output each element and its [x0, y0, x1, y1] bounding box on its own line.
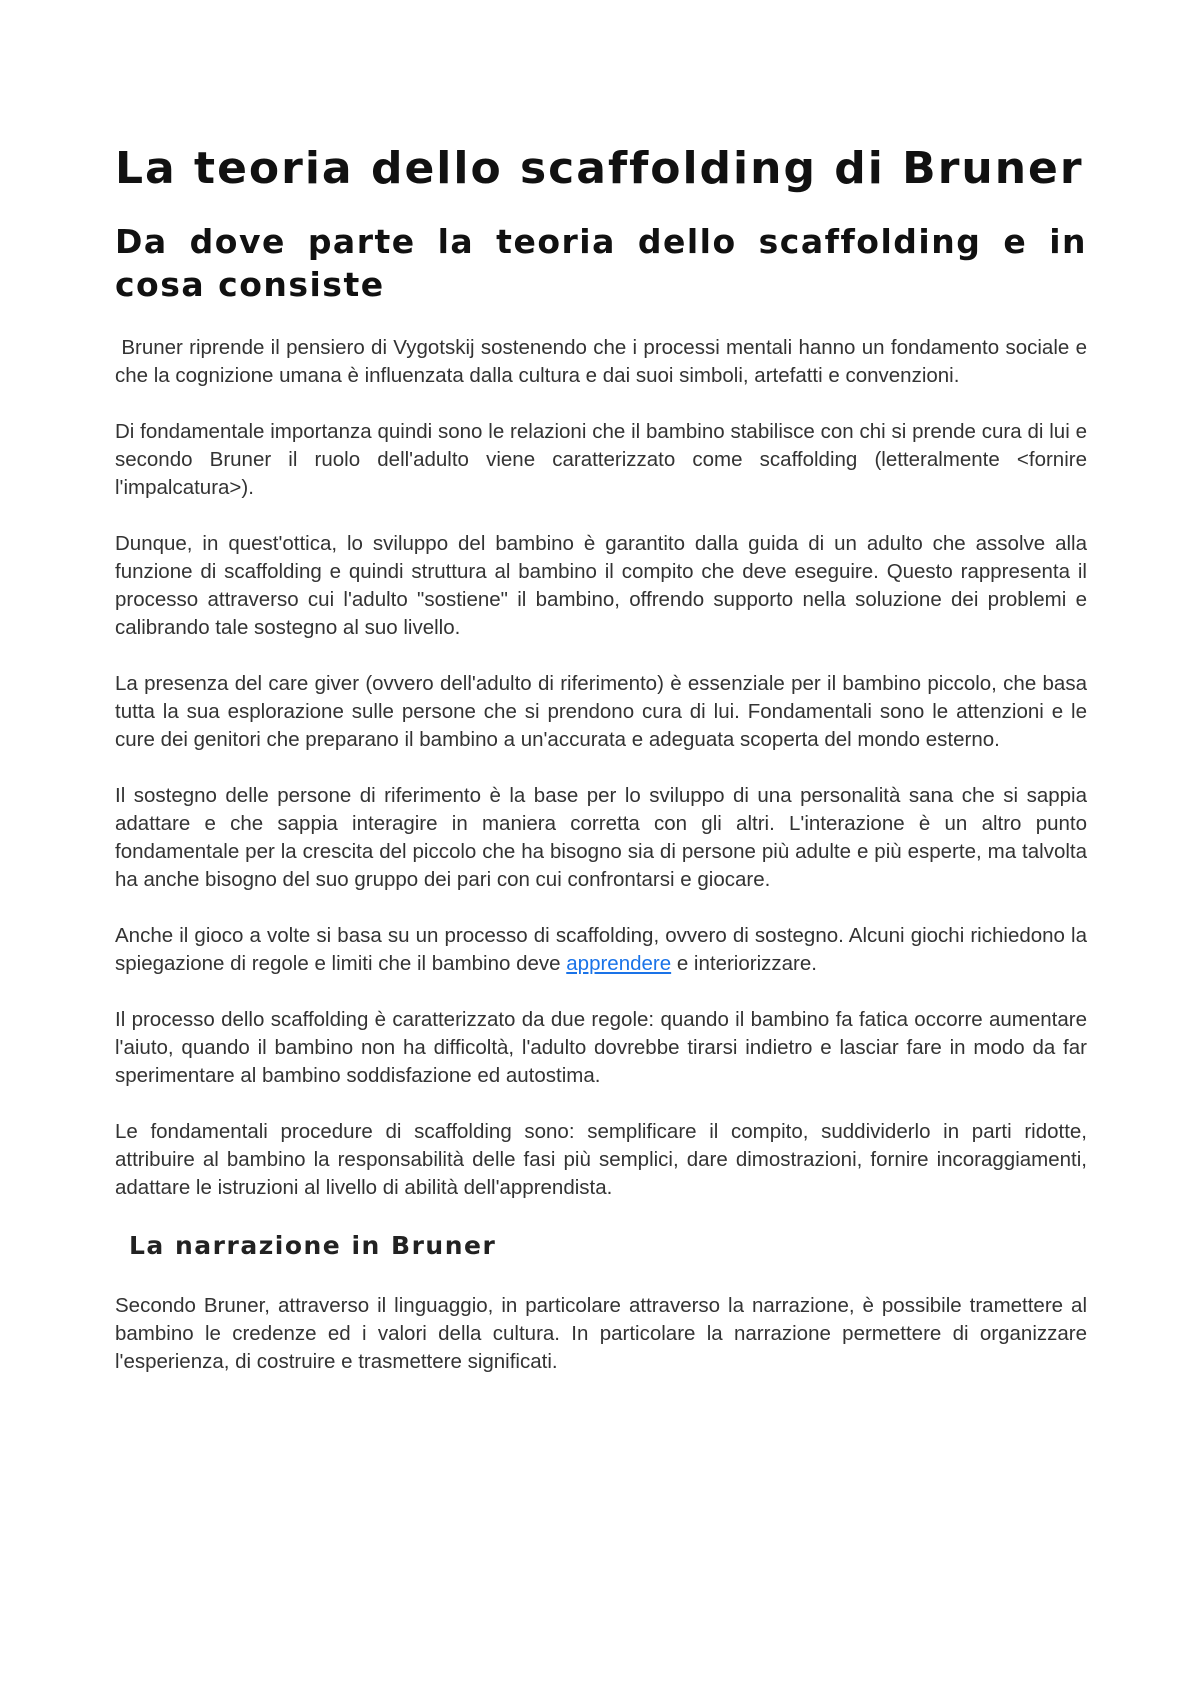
document-page — [115, 140, 1093, 1404]
paragraph-5: Il sostegno delle persone di riferimento è la base per lo sviluppo di una personalità sana che si sappia adattare e che sappia interagire in maniera corretta con gli altri. L'interazione è un altro punto fondamentale per la crescita del piccolo che ha bisogno sia di persone più adulte e più esperte, ma talvolta ha anche bisogno del suo gruppo dei pari con cui confrontarsi e giocare. — [115, 784, 1087, 891]
paragraph-6 — [115, 922, 1087, 978]
paragraph-3: Dunque, in quest'ottica, lo sviluppo del bambino è garantito dalla guida di un adulto che assolve alla funzione di scaffolding e quindi struttura al bambino il compito che deve eseguire. Questo rappresenta il processo attraverso cui l'adulto "sostiene" il bambino, offrendo supporto nella soluzione dei problemi e calibrando tale sostegno al suo livello. — [115, 532, 1087, 639]
paragraph-6-text-before: Anche il gioco a volte si basa su un processo di scaffolding, ovvero di sostegno. Alcuni giochi richiedono la spiegazione di regole e limiti che il bambino deve — [115, 924, 1087, 975]
document-title: La teoria dello scaffolding di Bruner — [115, 143, 1084, 194]
paragraph-7: Il processo dello scaffolding è caratterizzato da due regole: quando il bambino fa fatica occorre aumentare l'aiuto, quando il bambino non ha difficoltà, l'adulto dovrebbe tirarsi indietro e lasciar fare in modo da far sperimentare al bambino soddisfazione ed autostima. — [115, 1008, 1087, 1087]
section-heading-narrazione: La narrazione in Bruner — [129, 1231, 497, 1260]
paragraph-2: Di fondamentale importanza quindi sono le relazioni che il bambino stabilisce con chi si prende cura di lui e secondo Bruner il ruolo dell'adulto viene caratterizzato come scaffolding (letteralmente <fornire l'impalcatura>). — [115, 420, 1087, 499]
paragraph-1: Bruner riprende il pensiero di Vygotskij sostenendo che i processi mentali hanno un fondamento sociale e che la cognizione umana è influenzata dalla cultura e dai suoi simboli, artefatti e convenzioni. — [115, 336, 1093, 387]
paragraph-4: La presenza del care giver (ovvero dell'adulto di riferimento) è essenziale per il bambino piccolo, che basa tutta la sua esplorazione sulle persone che si prendono cura di lui. Fondamentali sono le attenzioni e le cure dei genitori che preparano il bambino a un'accurata e adeguata scoperta del mondo esterno. — [115, 672, 1087, 751]
section-heading-scaffolding: Da dove parte la teoria dello scaffolding e in cosa consiste — [115, 222, 1087, 304]
paragraph-9: Secondo Bruner, attraverso il linguaggio, in particolare attraverso la narrazione, è possibile tramettere al bambino le credenze ed i valori della cultura. In particolare la narrazione permettere di organizzare l'esperienza, di costruire e trasmettere significati. — [115, 1294, 1087, 1373]
paragraph-6-text-after: e interiorizzare. — [671, 952, 817, 975]
paragraph-8: Le fondamentali procedure di scaffolding sono: semplificare il compito, suddividerlo in parti ridotte, attribuire al bambino la responsabilità delle fasi più semplici, dare dimostrazioni, fornire incoraggiamenti, adattare le istruzioni al livello di abilità dell'apprendista. — [115, 1120, 1087, 1199]
apprendere-link[interactable]: apprendere — [566, 952, 672, 975]
